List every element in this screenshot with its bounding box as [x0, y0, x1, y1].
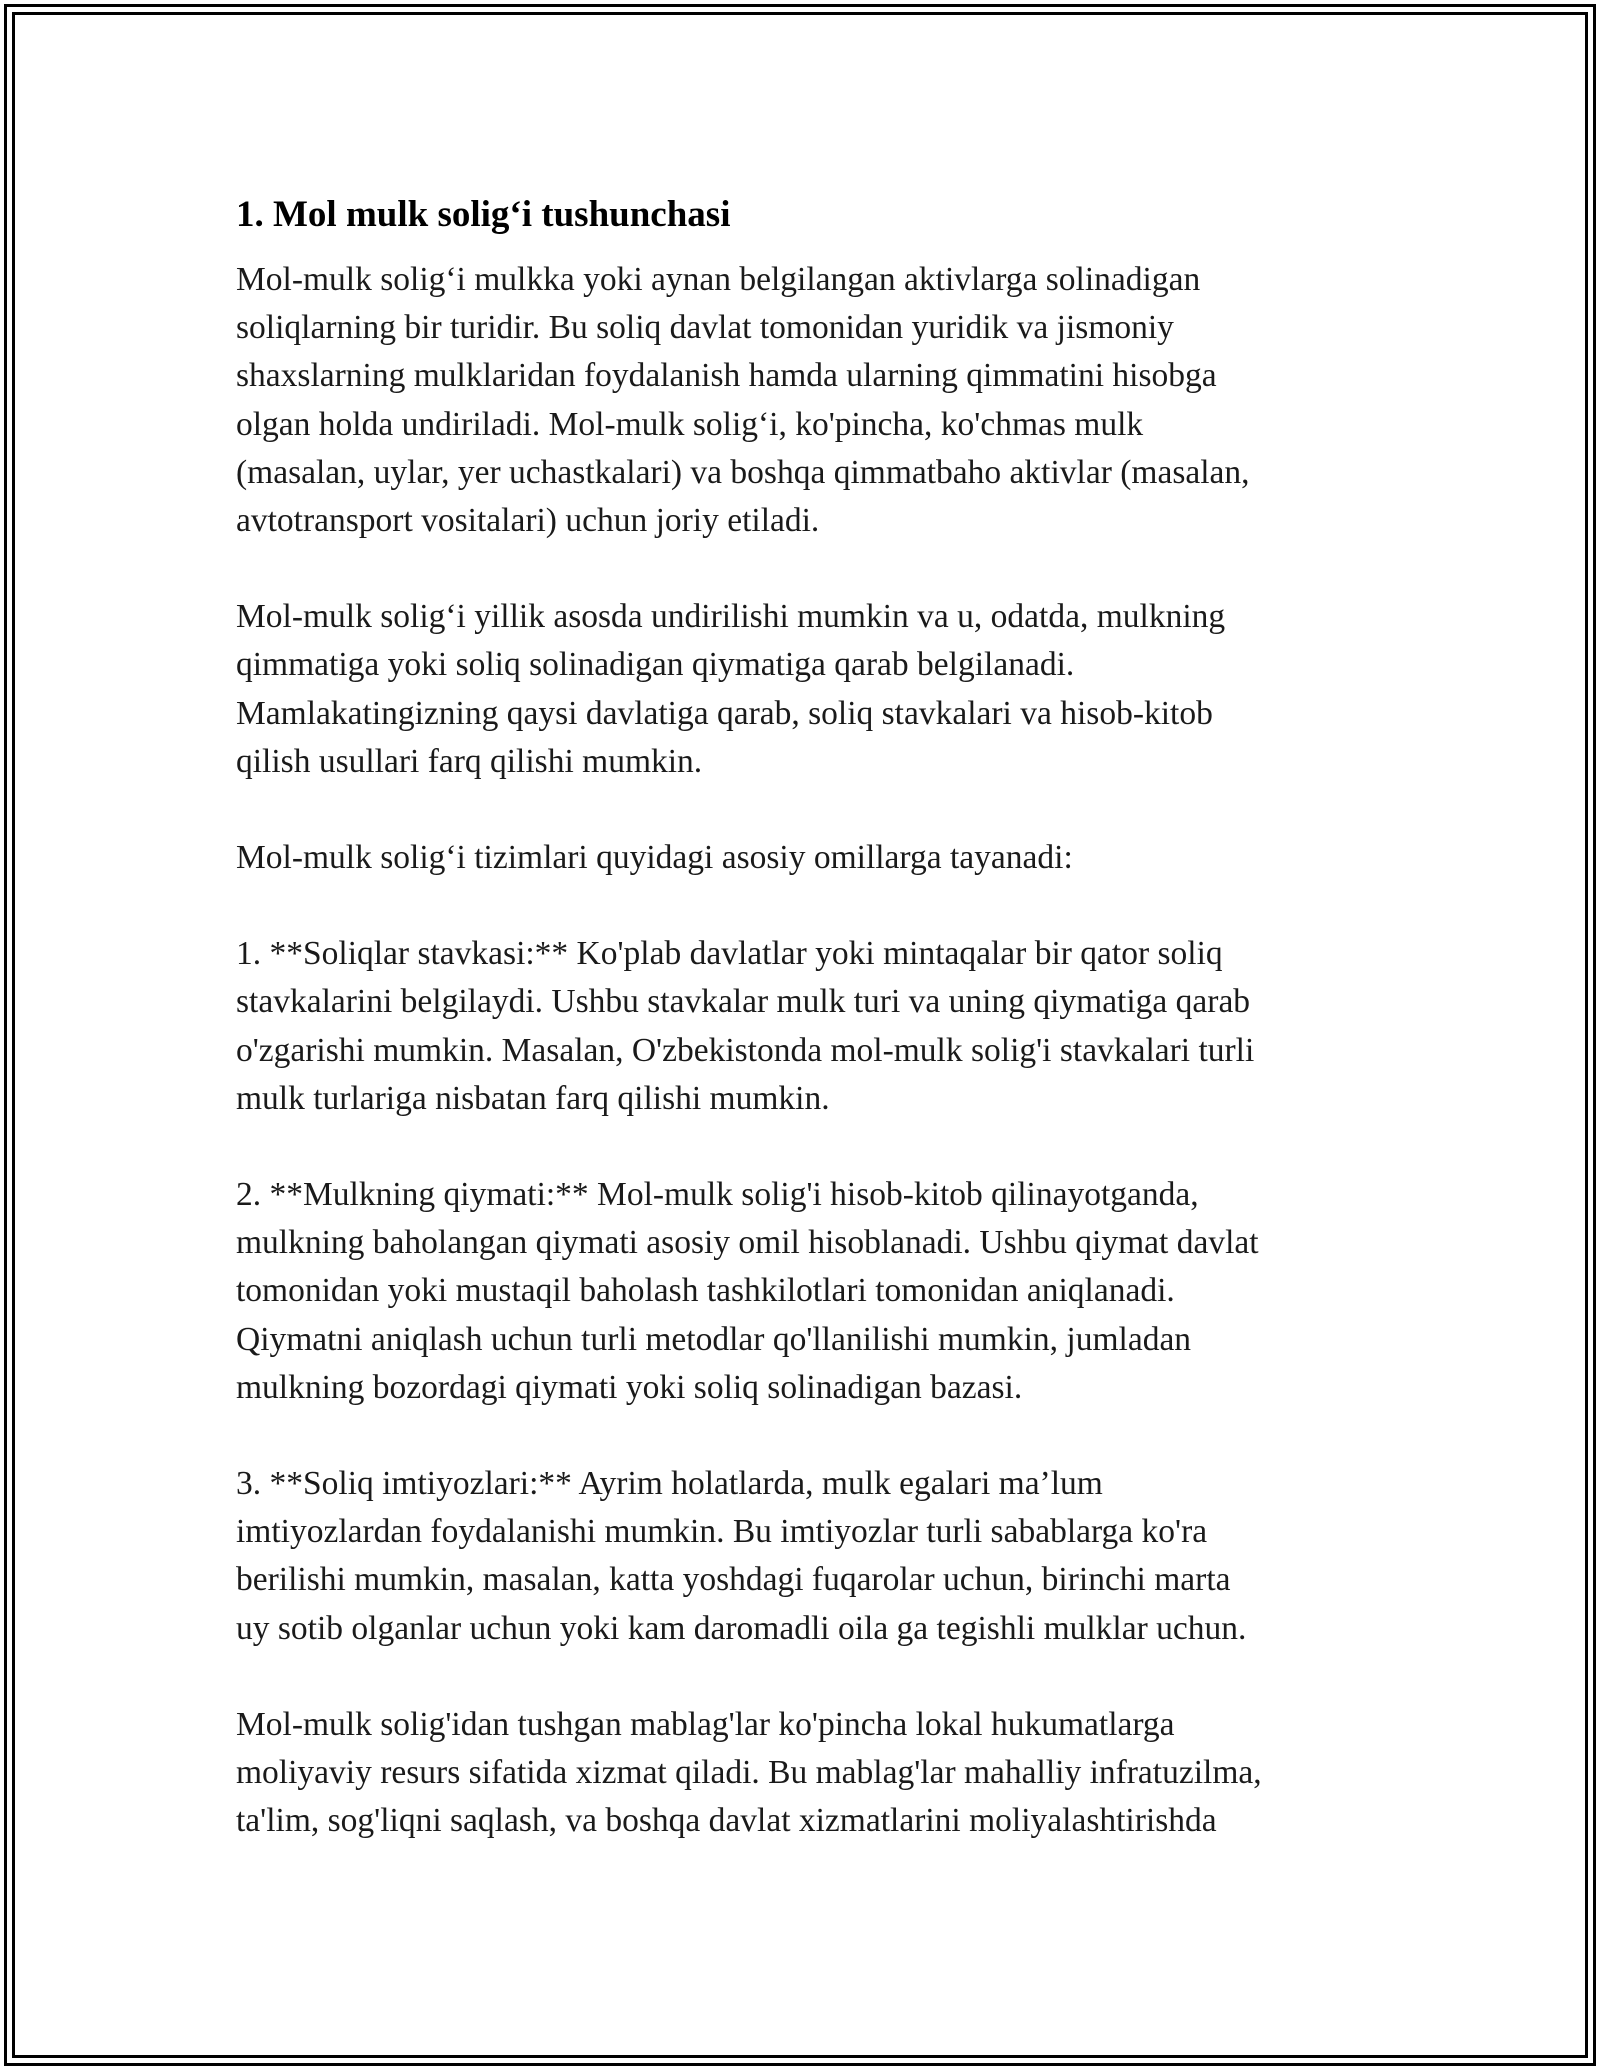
- paragraph-factors-intro: Mol-mulk solig‘i tizimlari quyidagi asosiy omillarga tayanadi:: [236, 839, 1073, 877]
- list-item-property-value: 2. **Mulkning qiymati:** Mol-mulk solig'i hisob-kitob qilinayotganda, mulkning baholangan qiymati asosiy omil hisoblanadi. Ushbu qiymat davlat tomonidan yoki mustaqil baholash tashkilotlari tomonidan aniqlanadi. Qiymatni aniqlash uchun turli metodlar qo'llanilishi mumkin, jumladan mulkning bozordagi qiymati yoki soliq solinadigan bazasi.: [236, 1176, 1259, 1406]
- paragraph-annual-collection: Mol-mulk solig‘i yillik asosda undirilishi mumkin va u, odatda, mulkning qimmatiga yoki soliq solinadigan qiymatiga qarab belgilanadi. Mamlakatingizning qaysi davlatiga qarab, soliq stavkalari va hisob-kitob qilish usullari farq qilishi mumkin.: [236, 598, 1226, 780]
- document-body: [236, 184, 1376, 1845]
- list-item-tax-rate: 1. **Soliqlar stavkasi:** Ko'plab davlatlar yoki mintaqalar bir qator soliq stavkalarini belgilaydi. Ushbu stavkalar mulk turi va uning qiymatiga qarab o'zgarishi mumkin. Masalan, O'zbekistonda mol-mulk solig'i stavkalari turli mulk turlariga nisbatan farq qilishi mumkin.: [236, 935, 1255, 1117]
- section-heading: 1. Mol mulk solig‘i tushunchasi: [236, 194, 731, 235]
- paragraph-revenue-use: Mol-mulk solig'idan tushgan mablag'lar ko'pincha lokal hukumatlarga moliyaviy resurs sifatida xizmat qiladi. Bu mablag'lar mahalliy infratuzilma, ta'lim, sog'liqni saqlash, va boshqa davlat xizmatlarini moliyalashtirishda: [236, 1705, 1262, 1840]
- list-item-tax-benefits: 3. **Soliq imtiyozlari:** Ayrim holatlarda, mulk egalari ma’lum imtiyozlardan foydalanishi mumkin. Bu imtiyozlar turli sabablarga ko'ra berilishi mumkin, masalan, katta yoshdagi fuqarolar uchun, birinchi marta uy sotib olganlar uchun yoki kam daromadli oila ga tegishli mulklar uchun.: [236, 1465, 1247, 1647]
- paragraph-definition: Mol-mulk solig‘i mulkka yoki aynan belgilangan aktivlarga solinadigan soliqlarning bir turidir. Bu soliq davlat tomonidan yuridik va jismoniy shaxslarning mulklaridan foydalanish hamda ularning qimmatini hisobga olgan holda undiriladi. Mol-mulk solig‘i, ko'pincha, ko'chmas mulk (masalan, uylar, yer uchastkalari) va boshqa qimmatbaho aktivlar (masalan, avtotransport vositalari) uchun joriy etiladi.: [236, 261, 1250, 540]
